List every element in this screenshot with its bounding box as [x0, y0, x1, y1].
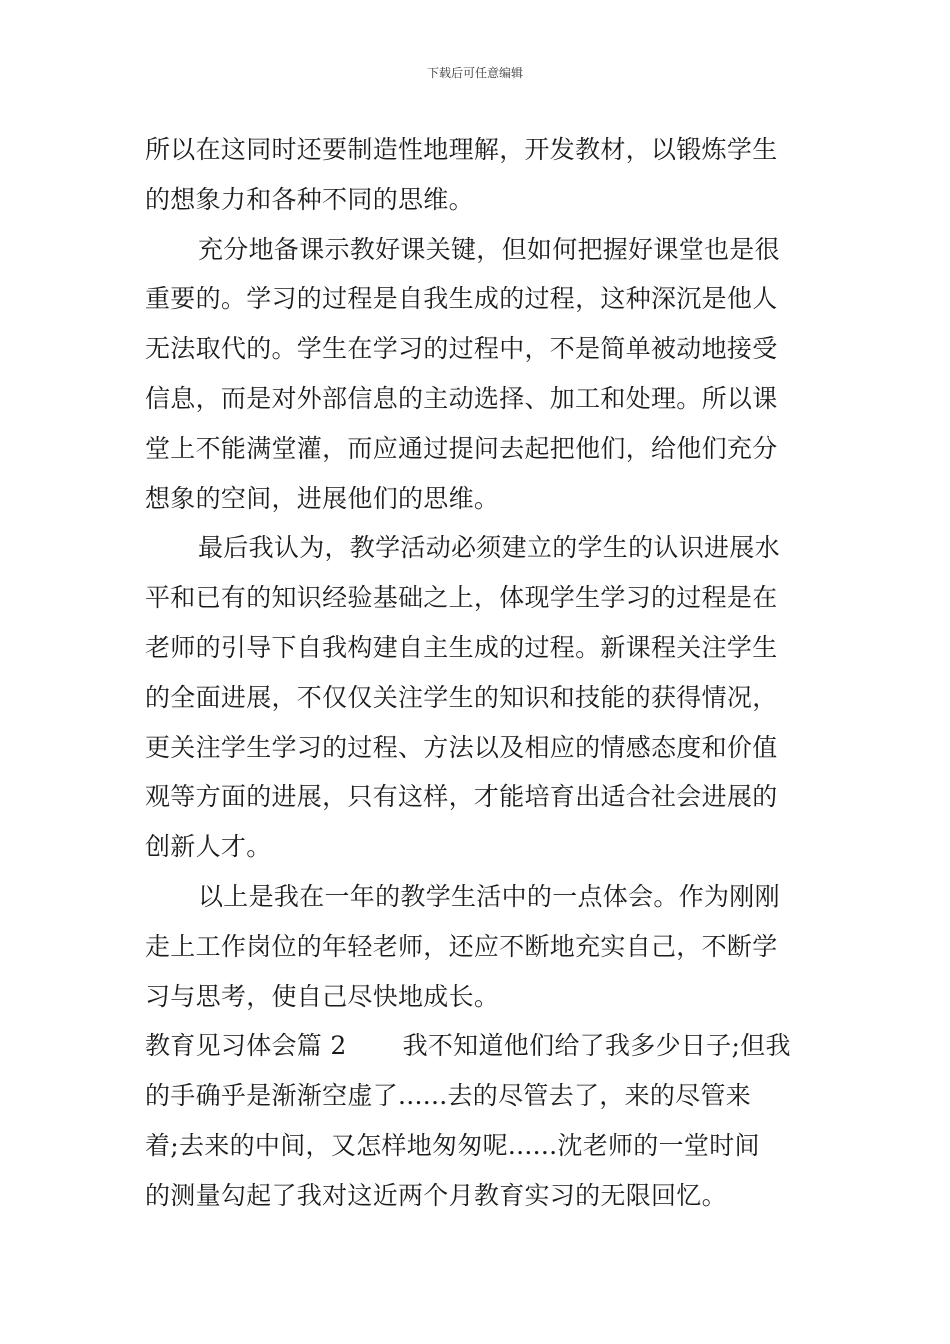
- text-line: 以上是我在一年的教学生活中的一点体会。作为刚刚: [198, 881, 780, 911]
- page-header: 下载后可任意编辑: [426, 66, 523, 80]
- text-line: 信息，而是对外部信息的主动选择、加工和处理。所以课: [145, 383, 778, 413]
- text-line: 充分地备课示教好课关键，但如何把握好课堂也是很: [198, 234, 780, 264]
- document-body: [145, 125, 810, 1221]
- section-first-line: 我不知道他们给了我多少日子;但我: [402, 1031, 791, 1061]
- text-line: 平和已有的知识经验基础之上，体现学生学习的过程是在: [145, 583, 778, 613]
- text-line: 老师的引导下自我构建自主生成的过程。新课程关注学生: [145, 632, 778, 662]
- text-line: 观等方面的进展，只有这样，才能培育出适合社会进展的: [145, 782, 778, 812]
- text-line: 堂上不能满堂灌，而应通过提问去起把他们，给他们充分: [145, 433, 778, 463]
- text-line: 无法取代的。学生在学习的过程中，不是简单被动地接受: [145, 334, 778, 364]
- section-heading: 教育见习体会篇 2: [145, 1031, 347, 1061]
- text-line: 的测量勾起了我对这近两个月教育实习的无限回忆。: [145, 1180, 727, 1210]
- text-line: 更关注学生学习的过程、方法以及相应的情感态度和价值: [145, 732, 778, 762]
- text-line: 习与思考，使自己尽快地成长。: [145, 981, 500, 1011]
- text-line: 想象的空间，进展他们的思维。: [145, 483, 500, 513]
- text-line: 的想象力和各种不同的思维。: [145, 184, 474, 214]
- text-line: 的全面进展，不仅仅关注学生的知识和技能的获得情况，: [145, 682, 778, 712]
- text-line: 着;去来的中间，又怎样地匆匆呢......沈老师的一堂时间: [145, 1130, 760, 1160]
- text-line: 走上工作岗位的年轻老师，还应不断地充实自己，不断学: [145, 931, 778, 961]
- text-line: 创新人才。: [145, 832, 272, 862]
- section-heading-line: [145, 1021, 810, 1071]
- text-line: 的手确乎是渐渐空虚了......去的尽管去了，来的尽管来: [145, 1081, 752, 1111]
- text-line: 最后我认为，教学活动必须建立的学生的认识进展水: [198, 533, 780, 563]
- text-line: 重要的。学习的过程是自我生成的过程，这种深沉是他人: [145, 284, 778, 314]
- text-line: 所以在这同时还要制造性地理解，开发教材，以锻炼学生: [145, 135, 778, 164]
